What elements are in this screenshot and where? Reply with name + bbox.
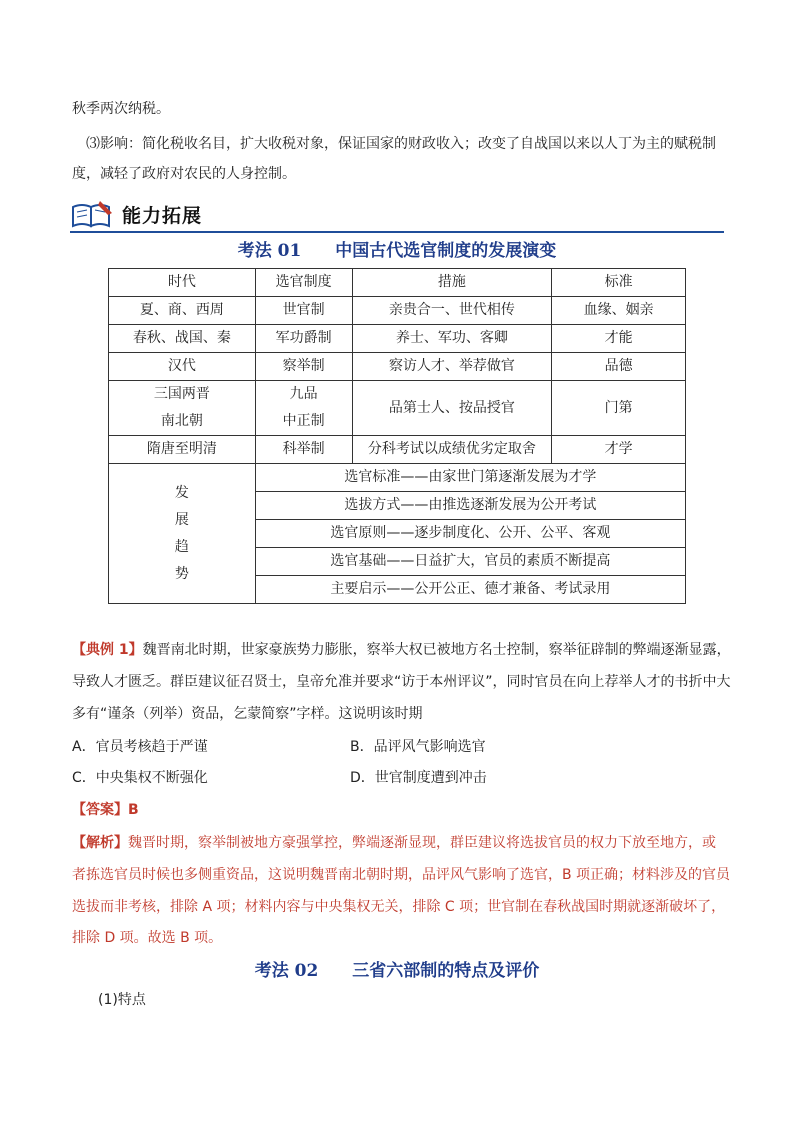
table-row [109, 436, 686, 464]
table-cell: 养士、军功、客卿 [352, 325, 552, 353]
table-cell: 夏、商、西周 [109, 297, 256, 325]
trend-char: 势 [174, 565, 189, 582]
table-cell: 品德 [552, 353, 686, 381]
example-line-1 [72, 640, 731, 660]
table-cell: 才学 [552, 436, 686, 464]
table-cell: 春秋、战国、秦 [109, 325, 256, 353]
option-a[interactable]: A．官员考核趋于严谨 [72, 739, 208, 755]
intro-line-1: 秋季两次纳税。 [72, 101, 170, 117]
intro-line-2: ⑶影响：简化税收名目，扩大收税对象，保证国家的财政收入；改变了自战国以来以人丁为主的赋税制 [86, 136, 716, 152]
example-text-1: 魏晋南北时期，世家豪族势力膨胀，察举大权已被地方名士控制，察举征辟制的弊端逐渐显露， [142, 642, 731, 658]
section-1-heading: 中国古代选官制度的发展演变 [335, 241, 557, 261]
analysis-line-3: 选拔而非考核，排除 A 项；材料内容与中央集权无关，排除 C 项；世官制在春秋战国时期就逐渐破坏了， [72, 899, 726, 915]
header-cell: 标准 [552, 269, 686, 297]
header-cell: 措施 [352, 269, 552, 297]
trend-cell: 选官标准——由家世门第逐渐发展为才学 [255, 464, 685, 492]
analysis-text-1: 魏晋时期，察举制被地方豪强掌控，弊端逐渐显现，群臣建议将选拔官员的权力下放至地方，或 [128, 835, 716, 851]
analysis-line-2: 者拣选官员时候也多侧重资品，这说明魏晋南北朝时期，品评风气影响了选官，B 项正确；材料涉及的官员 [72, 867, 731, 883]
table-cell: 隋唐至明清 [109, 436, 256, 464]
section-2-title [0, 956, 794, 981]
era-line-2: 南北朝 [160, 413, 203, 429]
book-pen-icon [70, 199, 114, 229]
analysis-line-1 [72, 833, 716, 853]
banner-rule [70, 231, 724, 233]
table-cell: 亲贵合一、世代相传 [352, 297, 552, 325]
trend-cell: 选拔方式——由推选逐渐发展为公开考试 [255, 492, 685, 520]
option-c[interactable]: C．中央集权不断强化 [72, 770, 208, 786]
answer-tag: 【答案】 [72, 802, 128, 818]
example-line-3: 多有“谨条（列举）资品，乞蒙简察”字样。这说明该时期 [72, 706, 423, 722]
trend-char: 展 [174, 511, 189, 528]
table-cell: 军功爵制 [255, 325, 352, 353]
option-b[interactable]: B．品评风气影响选官 [350, 739, 486, 755]
trend-label-cell [109, 464, 256, 604]
answer-value: B [128, 802, 139, 818]
table-row [109, 325, 686, 353]
table-header-row [109, 269, 686, 297]
selection-system-table [108, 268, 686, 604]
intro-line-3: 度，减轻了政府对农民的人身控制。 [72, 166, 296, 182]
subhead-features: (1)特点 [98, 992, 146, 1008]
section-1-title [0, 236, 794, 261]
trend-char: 发 [174, 484, 189, 501]
table-row [109, 381, 686, 436]
trend-cell: 选官原则——逐步制度化、公开、公平、客观 [255, 520, 685, 548]
table-cell: 汉代 [109, 353, 256, 381]
table-cell [255, 381, 352, 436]
table-cell: 门第 [552, 381, 686, 436]
analysis-tag: 【解析】 [72, 835, 128, 851]
trend-cell: 主要启示——公开公正、德才兼备、考试录用 [255, 576, 685, 604]
example-tag: 【典例 1】 [72, 642, 143, 658]
table-cell: 察访人才、举荐做官 [352, 353, 552, 381]
table-row [109, 297, 686, 325]
table-cell [109, 381, 256, 436]
example-line-2: 导致人才匮乏。群臣建议征召贤士，皇帝允准并要求“访于本州评议”，同时官员在向上荐举人才的书折中大 [72, 674, 731, 690]
header-cell: 选官制度 [255, 269, 352, 297]
ability-banner [70, 195, 724, 233]
banner-title: 能力拓展 [122, 205, 203, 227]
table-cell: 分科考试以成绩优劣定取舍 [352, 436, 552, 464]
answer-line [72, 800, 139, 820]
table-cell: 世官制 [255, 297, 352, 325]
section-2-number: 考法 02 [254, 961, 319, 981]
trend-cell: 选官基础——日益扩大，官员的素质不断提高 [255, 548, 685, 576]
option-d[interactable]: D．世官制度遭到冲击 [350, 770, 487, 786]
table-cell: 才能 [552, 325, 686, 353]
table-cell: 科举制 [255, 436, 352, 464]
trend-row [109, 464, 686, 492]
section-2-heading: 三省六部制的特点及评价 [352, 961, 540, 981]
system-line-2: 中正制 [282, 413, 325, 429]
table-cell: 察举制 [255, 353, 352, 381]
era-line-1: 三国两晋 [153, 386, 210, 402]
trend-char: 趋 [174, 538, 189, 555]
section-1-number: 考法 01 [237, 241, 302, 261]
table-row [109, 353, 686, 381]
table-cell: 血缘、姻亲 [552, 297, 686, 325]
table-cell: 品第士人、按品授官 [352, 381, 552, 436]
system-line-1: 九品 [289, 386, 318, 402]
analysis-line-4: 排除 D 项。故选 B 项。 [72, 930, 223, 946]
header-cell: 时代 [109, 269, 256, 297]
